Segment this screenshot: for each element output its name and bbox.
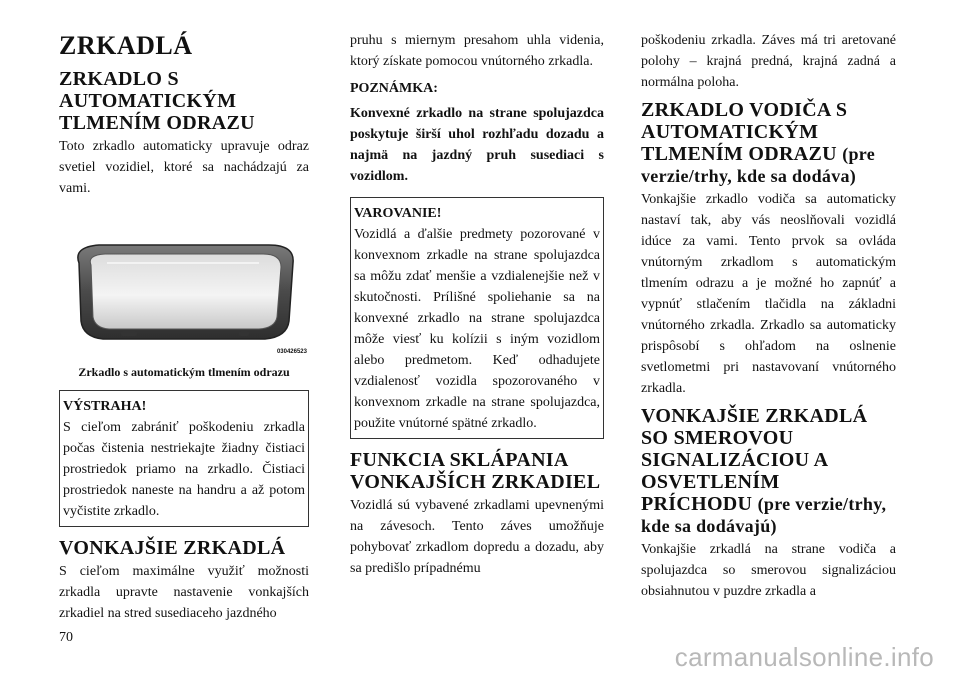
column-3 xyxy=(641,30,896,602)
heading-driver-mirror xyxy=(641,99,896,187)
heading-folding-mirrors: FUNKCIA SKLÁPANIA VONKAJŠÍCH ZRKADIEL xyxy=(350,449,601,493)
rearview-mirror-image xyxy=(59,233,309,361)
mirror-illustration xyxy=(59,233,309,361)
paragraph-continued: pruhu s miernym presahom uhla videnia, ktorý získate pomocou vnútorného zrkadla. xyxy=(350,33,604,69)
heading-signal-sub: (pre verzie/trhy, kde sa dodávajú) xyxy=(641,494,887,536)
paragraph-folding: Vozidlá sú vybavené zrkadlami upevnenými na závesoch. Tento záves umožňuje pohybovať zrkadlom dopredu a dozadu, aby sa predišlo prípadnému xyxy=(350,498,604,576)
note-title: POZNÁMKA: xyxy=(350,81,438,96)
paragraph-signal: Vonkajšie zrkadlá na strane vodiča a spolujazdca so smerovou signalizáciou obsiahnutou v puzdre zrkadla a xyxy=(641,542,896,599)
image-code: 030426523 xyxy=(276,349,307,355)
paragraph-continued-3: poškodeniu zrkadla. Záves má tri aretované polohy – krajná predná, krajná zadná a normálna poloha. xyxy=(641,33,896,90)
heading-signal-main: VONKAJŠIE ZRKADLÁ SO SMEROVOU SIGNALIZÁCIOU A OSVETLENÍM PRÍCHODU xyxy=(641,405,868,515)
heading-driver-sub: (pre verzie/trhy, kde sa dodáva) xyxy=(641,144,876,186)
heading-driver-main: ZRKADLO VODIČA S AUTOMATICKÝM TLMENÍM ODRAZU xyxy=(641,99,848,165)
heading-auto-dim-mirror: ZRKADLO S AUTOMATICKÝM TLMENÍM ODRAZU xyxy=(59,68,255,134)
heading-signal-mirrors xyxy=(641,405,896,537)
paragraph-auto-dim: Toto zrkadlo automaticky upravuje odraz svetiel vozidiel, ktoré sa nachádzajú za vami. xyxy=(59,139,309,196)
column-2 xyxy=(350,30,604,579)
caution-title: VAROVANIE! xyxy=(354,206,442,221)
warning-title: VÝSTRAHA! xyxy=(63,399,147,414)
caution-text: Vozidlá a ďalšie predmety pozorované v konvexnom zrkadle na strane spolujazdca sa môžu zdať menšie a vzdialenejšie než v skutočnosti. Prílišné spoliehanie sa na konvexné zrkadlo na strane spolujazdca môže viesť ku kolízii s iným vozidlom alebo predmetom. Keď odhadujete vzdialenosť vozidla spozorovaného v konvexnom zrkadle na strane spolujazdca, použite vnútorné spätné zrkadlo. xyxy=(354,227,600,431)
heading-outside-mirrors: VONKAJŠIE ZRKADLÁ xyxy=(59,537,286,559)
note-text: Konvexné zrkadlo na strane spolujazdca poskytuje širší uhol rozhľadu dozadu a najmä na jazdný pruh susediaci s vozidlom. xyxy=(350,106,604,184)
warning-box xyxy=(59,390,309,527)
paragraph-driver: Vonkajšie zrkadlo vodiča sa automaticky nastaví tak, aby vás neoslňovali vozidlá idúce za vami. Tento prvok sa ovláda vnútorným zrkadlom s automatickým tlmením odrazu a je možné ho zapnúť a vypnúť stlačením tlačidla na základni vnútorného zrkadla. Zrkadlo sa automaticky prispôsobí s ohľadom na oslnenie svetlometmi pri nastavovaní vnútorného zrkadla. xyxy=(641,192,896,396)
caution-box xyxy=(350,197,604,439)
paragraph-outside: S cieľom maximálne využiť možnosti zrkadla upravte nastavenie vonkajších zrkadiel na stred susediaceho jazdného xyxy=(59,564,309,621)
page-number: 70 xyxy=(59,630,73,645)
watermark: carmanualsonline.info xyxy=(674,642,934,672)
column-1 xyxy=(59,30,309,624)
image-caption: Zrkadlo s automatickým tlmením odrazu xyxy=(78,365,290,379)
page-title: ZRKADLÁ xyxy=(59,31,193,60)
warning-text: S cieľom zabrániť poškodeniu zrkadla počas čistenia nestriekajte žiadny čistiaci prostriedok priamo na zrkadlo. Čistiaci prostriedok naneste na handru a až potom vyčistite zrkadlo. xyxy=(63,420,305,519)
